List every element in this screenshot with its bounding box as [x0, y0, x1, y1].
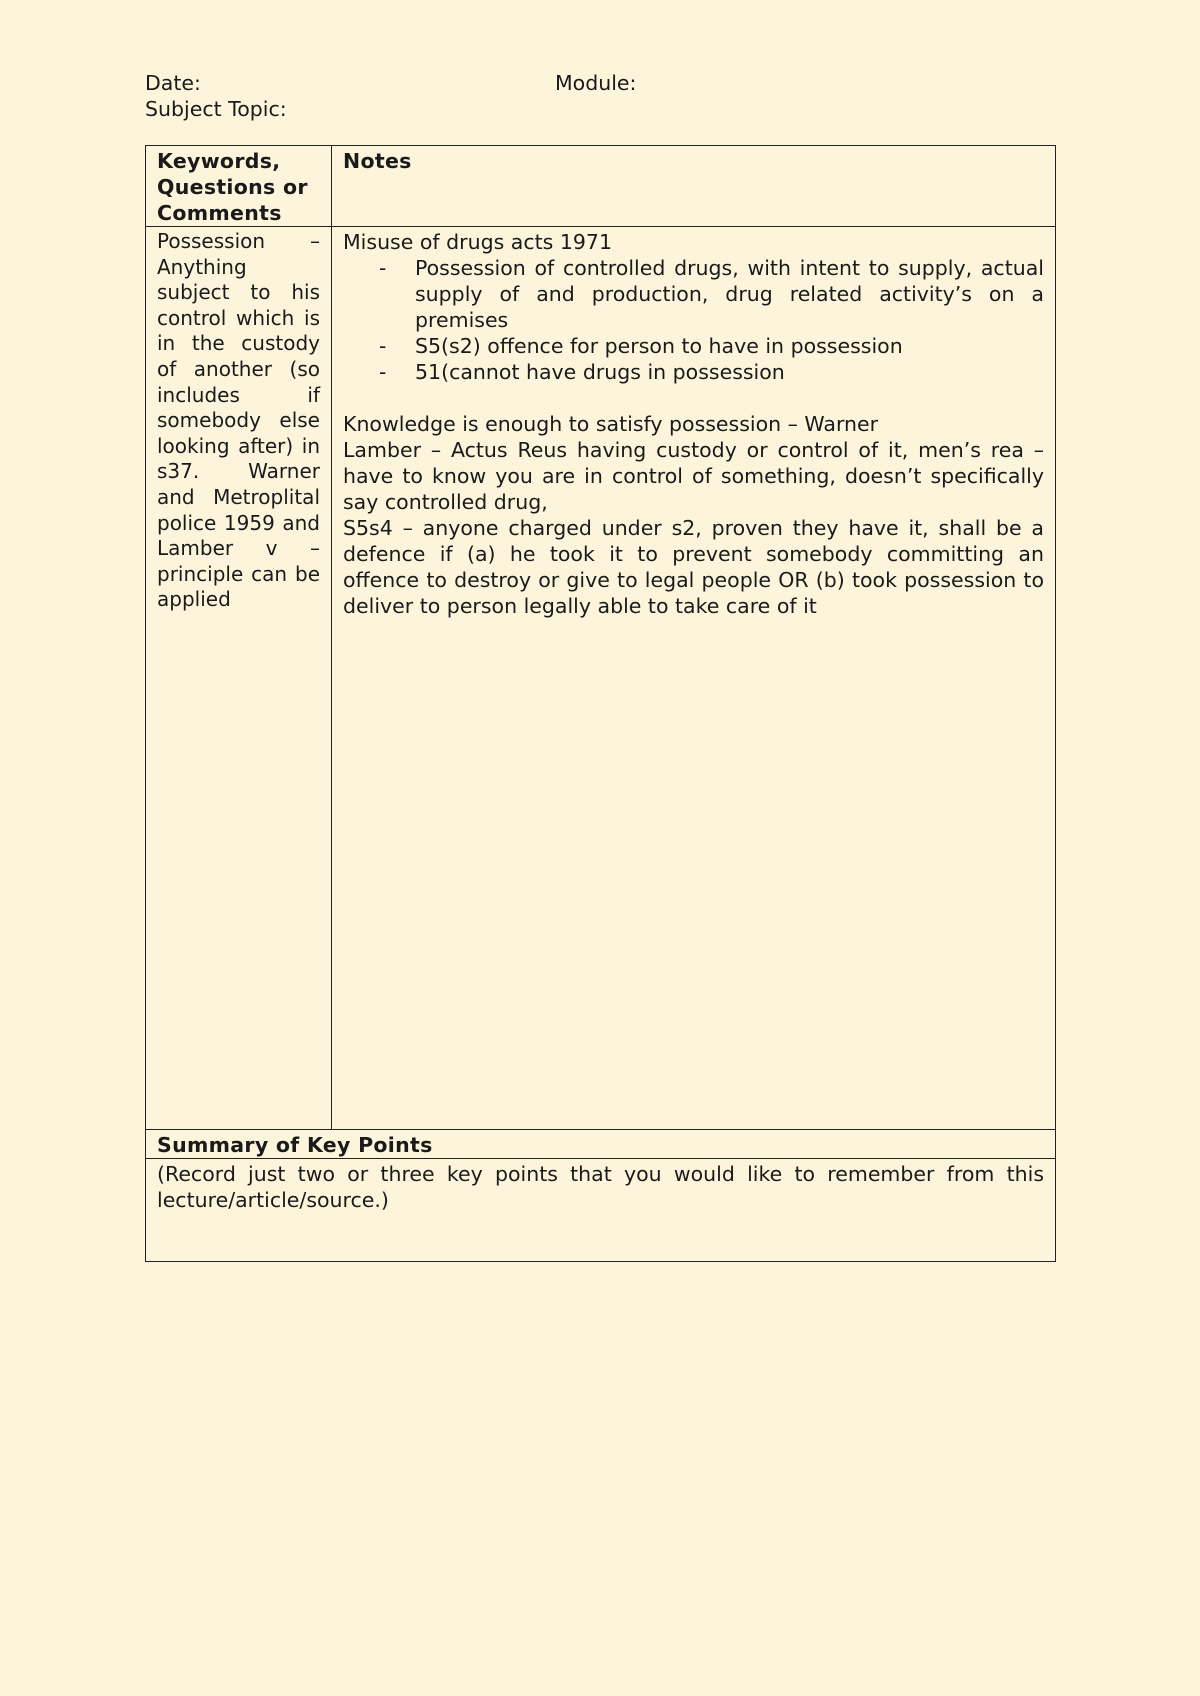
- summary-body-row: [146, 1159, 1056, 1262]
- table-body-row: [146, 227, 1056, 1130]
- notes-column-heading: Notes: [332, 146, 1056, 227]
- keywords-heading-line: Keywords,: [157, 149, 281, 173]
- notes-cell: [332, 227, 1056, 1130]
- notes-paragraph: Lamber – Actus Reus having custody or control of it, men’s rea – have to know you are in control of something, doesn’t specifically say controlled drug,: [343, 438, 1044, 514]
- date-label: Date:: [145, 71, 201, 95]
- notes-title: Misuse of drugs acts 1971: [343, 230, 613, 254]
- list-item: - 51(cannot have drugs in possession: [415, 359, 1044, 385]
- notes-paragraph: S5s4 – anyone charged under s2, proven they have it, shall be a defence if (a) he took it to prevent somebody committing an offence to destroy or give to legal people OR (b) took possession to deliver to person legally able to take care of it: [343, 516, 1044, 618]
- notes-paragraph: Knowledge is enough to satisfy possession – Warner: [343, 412, 879, 436]
- subject-topic-label: Subject Topic:: [145, 97, 287, 121]
- table-header-row: [146, 146, 1056, 227]
- keywords-cell: Possession – Anything subject to his control which is in the custody of another (so includes if somebody else looking after) in s37. Warner and Metroplital police 1959 and Lamber v – principle can be applied: [146, 227, 332, 1130]
- notes-bullet-list: [343, 255, 1044, 385]
- summary-heading: Summary of Key Points: [146, 1130, 1056, 1159]
- keywords-column-heading: [146, 146, 332, 227]
- summary-heading-row: [146, 1130, 1056, 1159]
- list-item: - Possession of controlled drugs, with intent to supply, actual supply of and production, drug related activity’s on a premises: [415, 255, 1044, 333]
- summary-text: (Record just two or three key points that you would like to remember from this lecture/article/source.): [146, 1159, 1056, 1262]
- keywords-heading-line: Questions or: [157, 175, 308, 199]
- list-item: - S5(s2) offence for person to have in possession: [415, 333, 1044, 359]
- keywords-heading-line: Comments: [157, 201, 282, 225]
- cornell-notes-table: [145, 145, 1056, 1262]
- module-label: Module:: [555, 71, 637, 95]
- note-header: [145, 70, 1055, 122]
